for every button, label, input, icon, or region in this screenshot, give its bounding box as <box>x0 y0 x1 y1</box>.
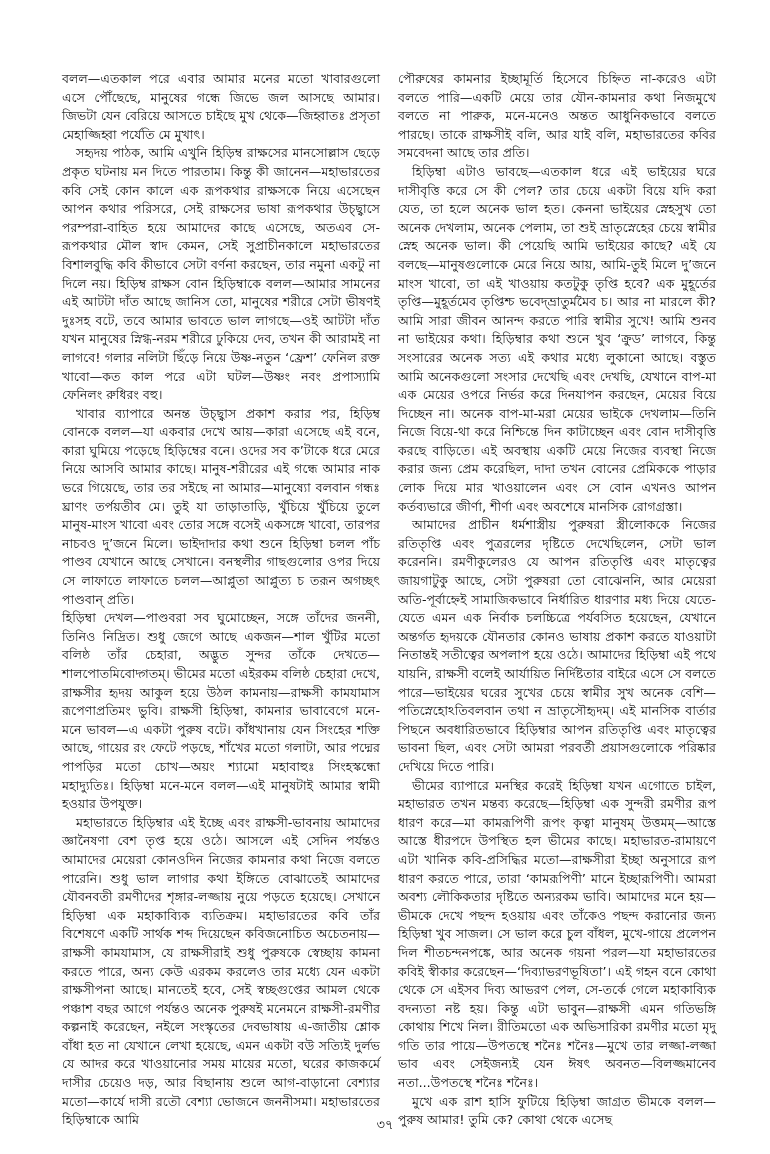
paragraph: আমাদের প্রাচীন ধর্মশাস্ত্রীয় পুরুষরা স্ত্রীলোককে নিজের রতিতৃপ্তি এবং পুত্ররলের দৃষ্টিতে দেখেছিলেন, সেটা ভাল করেননি। রমণীকুলেরও যে আপন রতিতৃপ্তি এবং মাতৃত্বের জায়গাটুকু আছে, সেটা পুরুষরা তো বোঝেননি, আর মেয়েরা অতি-পূর্বাহ্নেই সামাজিকভাবে নির্ধারিত ধারণার মধ্য দিয়ে যেতে-যেতে এমন এক নির্বাক চলচ্চিত্রে পর্যবসিত হয়েছেন, যেখানে অন্তর্গত হৃদয়কে যৌনতার কোনও ভাষায় প্রকাশ করতে যাওয়াটা নিতান্তই সতীত্বের অপলাপ হয়ে ওঠে। আমাদের হিড়িম্বা এই পথে যায়নি, রাক্ষসী বলেই আর্যায়িত নির্দিষ্টতার বাইরে এসে সে বলতে পারে—ভাইয়ের ঘরের সুখের চেয়ে স্বামীর সুখ অনেক বেশি—পতিস্নেহোঽতিবলবান তথা ন ভ্রাতৃসৌহৃদম্। এই মানসিক বার্তার পিছনে অবধারিতভাবে হিড়িম্বার আপন রতিতৃপ্তি এবং মাতৃত্বের ভাবনা ছিল, এবং সেটা আমরা পরবর্তী প্রয়াসগুলোকে পরিষ্কার দেখিয়ে দিতে পারি। <box>398 517 716 774</box>
paragraph: পৌরুষের কামনার ইচ্ছামূর্তি হিসেবে চিহ্নিত না-করেও এটা বলতে পারি—একটি মেয়ে তার যৌন-কামনার কথা নিজমুখে বলতে না পারুক, মনে-মনেও অন্তত আধুনিকভাবে বলতে পারছে। তাকে রাক্ষসীই বলি, আর যাই বলি, মহাভারতের কবির সমবেদনা আছে তার প্রতি। <box>398 71 716 161</box>
right-column <box>398 70 716 1128</box>
left-column <box>62 70 380 1128</box>
paragraph: সহৃদয় পাঠক, আমি এখুনি হিড়িম্ব রাক্ষসের মানসোল্লাস ছেড়ে প্রকৃত ঘটনায় মন দিতে পারতাম। কিন্তু কী জানেন—মহাভারতের কবি সেই কোন কালে এক রূপকথার রাক্ষসকে নিয়ে এসেছেন আপন কথার পরিসরে, সেই রাক্ষসের ভাষা রূপকথার উচ্ছ্বাসে পরম্পরা-বাহিত হয়ে আমাদের কাছে এসেছে, অতএব সে-রূপকথার মৌল স্বাদ কেমন, সেই সুপ্রাচীনকালে মহাভারতের বিশালবুদ্ধি কবি কীভাবে সেটা বর্ণনা করছেন, তার নমুনা একটু না দিলে নয়। হিড়িম্ব রাক্ষস বোন হিড়িম্বাকে বলল—আমার সামনের এই আটটা দাঁত আছে জানিস তো, মানুষের শরীরে সেটা ভীষণই দুঃসহ বটে, তবে আমার ভাবতে ভাল লাগছে—ওই আটটা দাঁত যখন মানুষের স্নিগ্ধ-নরম শরীরে ঢুকিয়ে দেব, তখন কী আরামই না লাগবে! গলার নলিটা ছিঁড়ে নিয়ে উষ্ণ-নতুন ‘ফ্রেশ’ ফেনিল রক্ত খাবো—কত কাল পরে এটা ঘটল—উষ্ণং নবং প্রপাস্যামি ফেনিলং রুধিরং বহু। <box>62 145 380 403</box>
paragraph: ভীমের ব্যাপারে মনস্থির করেই হিড়িম্বা যখন এগোতে চাইল, মহাভারত তখন মন্তব্য করেছে—হিড়িম্বা এক সুন্দরী রমণীর রূপ ধারণ করে—মা কামরূপিণী রূপং কৃত্বা মানুষম্ উত্তমম্—আস্তে আস্তে ধীরপদে উপস্থিত হল ভীমের কাছে। মহাভারত-রামায়ণে এটা খানিক কবি-প্রসিদ্ধির মতো—রাক্ষসীরা ইচ্ছা অনুসারে রূপ ধারণ করতে পারে, তারা ‘কামরূপিণী’ মানে ইচ্ছারূপিণী। আমরা অবশ্য লৌকিকতার দৃষ্টিতে অন্যরকম ভাবি। আমাদের মনে হয়—ভীমকে দেখে পছন্দ হওয়ায় এবং তাঁকেও পছন্দ করানোর জন্য হিড়িম্বা খুব সাজল। সে ভাল করে চুল বাঁধল, মুখে-গায়ে প্রলেপন দিল শীতচন্দনপঙ্কে, আর অনেক গয়না পরল—যা মহাভারতের কবিই স্বীকার করেছেন—‘দিব্যাভরণভূষিতা’। এই গহন বনে কোথা থেকে সে এইসব দিব্য আভরণ পেল, সে-তর্কে গেলে মহাকাব্যিক বদন্যতা নষ্ট হয়। কিন্তু এটা ভাবুন—রাক্ষসী এমন গতিভঙ্গি কোথায় শিখে নিল। রীতিমতো এক অভিসারিকা রমণীর মতো মৃদু গতি তার পায়ে—উপতস্থে শনৈঃ শনৈঃ—মুখে তার লজ্জা-লজ্জা ভাব এবং সেইজন্যই যেন ঈষৎ অবনত—বিলজ্জমানেব নতা...উপতস্থে শনৈঃ শনৈঃ। <box>398 777 716 1091</box>
paragraph: মুখে এক রাশ হাসি ফুটিয়ে হিড়িম্বা জাগ্রত ভীমকে বলল—পুরুষ আমার! তুমি কে? কোথা থেকে এসেছ <box>398 1093 716 1128</box>
paragraph: মহাভারতে হিড়িম্বার এই ইচ্ছে এবং রাক্ষসী-ভাবনায় আমাদের জ্ঞানৈষণা বেশ তৃপ্ত হয়ে ওঠে। আসলে এই সেদিন পর্যন্তও আমাদের মেয়েরা কোনওদিন নিজের কামনার কথা নিজে বলতে পারেনি। শুধু ভাল লাগার কথা ইঙ্গিতে বোঝাতেই আমাদের যৌবনবতী রমণীদের শৃঙ্গার-লজ্জায় নুয়ে পড়তে হয়েছে। সেখানে হিড়িম্বা এক মহাকাব্যিক ব্যতিক্রম। মহাভারতের কবি তাঁর বিশেষণে একটি সার্থক শব্দ দিয়েছেন কবিজনোচিত অচেতনায়—রাক্ষসী কামযামাস, যে রাক্ষসীরাই শুধু পুরুষকে স্বেচ্ছায় কামনা করতে পারে, অন্য কেউ এরকম করলেও তার মধ্যে যেন একটা রাক্ষসীপনা আছে। মানতেই হবে, সেই স্বচ্ছগুপ্তের আমল থেকে পঞ্চাশ বছর আগে পর্যন্তও অনেক পুরুষই মনেমনে রাক্ষসী-রমণীর কল্পনাই করেছেন, নইলে সংস্কৃতের দেবভাষায় এ-জাতীয় শ্লোক বাঁধা হত না যেখানে লেখা হয়েছে, এমন একটা বউ সত্যিই দুর্লভ যে আদর করে খাওয়ানোর সময় মায়ের মতো, ঘরের কাজকর্মে দাসীর চেয়েও দড়, আর বিছানায় শুলে আগ-বাড়ানো বেশ্যার মতো—কার্যে দাসী রতৌ বেশ্যা ভোজনে জননীসমা। মহাভারতের হিড়িম্বাকে আমি <box>62 814 380 1128</box>
paragraph: খাবার ব্যাপারে অনন্ত উচ্ছ্বাস প্রকাশ করার পর, হিড়িম্ব বোনকে বলল—যা একবার দেখে আয়—কারা এসেছে এই বনে, কারা ঘুমিয়ে পড়েছে হিড়িম্বের বনে। ওদের সব ক’টাকে ধরে মেরে নিয়ে আসবি আমার কাছে। মানুষ-শরীরের এই গন্ধে আমার নাক ভরে গিয়েছে, তার তর সইছে না আমার—মানুষ্যো বলবান গন্ধঃ ঘ্রাণং তর্পয়তীব মে। তুই যা তাড়াতাড়ি, খুঁচিয়ে খুঁচিয়ে তুলে মানুষ-মাংস খাবো এবং তোর সঙ্গে বসেই একসঙ্গে খাবো, তারপর নাচবও দু’জনে মিলে। ভাইদাদার কথা শুনে হিড়িম্বা চলল পাঁচ পাণ্ডব যেখানে আছে সেখানে। বনস্থলীর গাছগুলোর ওপর দিয়ে সে লাফাতে লাফাতে চলল—আপ্লুতা আপ্লুত্য চ তরূন অগচ্ছৎ পাণ্ডবান্ প্রতি। <box>62 405 380 607</box>
paragraph: হিড়িম্বা দেখল—পাণ্ডবরা সব ঘুমোচ্ছেন, সঙ্গে তাঁদের জননী, তিনিও নিদ্রিত। শুধু জেগে আছে একজন—শাল খুঁটির মতো বলিষ্ঠ তাঁর চেহারা, অদ্ভুত সুন্দর তাঁকে দেখতে—শালপোতমিবোদ্গতম্। ভীমের মতো এইরকম বলিষ্ঠ চেহারা দেখে, রাক্ষসীর হৃদয় আকুল হয়ে উঠল কামনায়—রাক্ষসী কামযামাস রূপেণাপ্রতিমং ভুবি। রাক্ষসী হিড়িম্বা, কামনার ভাবাবেগে মনে-মনে ভাবল—এ একটা পুরুষ বটে। কাঁধখানায় যেন সিংহের শক্তি আছে, গায়ের রং ফেটে পড়ছে, শাঁখের মতো গলাটা, আর পদ্মের পাপড়ির মতো চোখ—অয়ং শ্যামো মহাবাহুঃ সিংহস্কন্ধো মহাদ্যুতিঃ। হিড়িম্বা মনে-মনে বলল—এই মানুষটাই আমার স্বামী হওয়ার উপযুক্ত। <box>62 610 380 812</box>
paragraph: হিড়িম্বা এটাও ভাবছে—এতকাল ধরে এই ভাইয়ের ঘরে দাসীবৃত্তি করে সে কী পেল? তার চেয়ে একটা বিয়ে যদি করা যেত, তা হলে অনেক ভাল হত। কেননা ভাইয়ের স্নেহসুখ তো অনেক দেখলাম, অনেক পেলাম, তা শুই ভ্রাতৃস্নেহের চেয়ে স্বামীর স্নেহ অনেক ভাল। কী পেয়েছি আমি ভাইয়ের কাছে? এই যে বলছে—মানুষগুলোকে মেরে নিয়ে আয়, আমি-তুই মিলে দু’জনে মাংস খাবো, তা এই খাওয়ায় কতটুকু তৃপ্তি হবে? এক মুহূর্তের তৃপ্তি—মুহূর্তমেব তৃপ্তিশ্চ ভবেদ্‌ভ্রাতুর্মমৈব চ। আর না মারলে কী? আমি সারা জীবন আনন্দ করতে পারি স্বামীর সুখে! আমি শুনব না ভাইয়ের কথা। হিড়িম্বার কথা শুনে খুব ‘ক্রুড’ লাগবে, কিন্তু সংসারের অনেক সত্য এই কথার মধ্যে লুকানো আছে। বস্তুত আমি অনেকগুলো সংসার দেখেছি এবং দেখছি, যেখানে বাপ-মা এক মেয়ের ওপরে নির্ভর করে দিনযাপন করছেন, মেয়ের বিয়ে দিচ্ছেন না। অনেক বাপ-মা-মরা মেয়ের ভাইকে দেখলাম—তিনি নিজে বিয়ে-থা করে নিশ্চিন্তে দিন কাটাচ্ছেন এবং বোন দাসীবৃত্তি করছে বাড়িতে। এই অবস্থায় একটি মেয়ে নিজের ব্যবস্থা নিজে করার জন্য প্রেম করেছিল, দাদা তখন বোনের প্রেমিককে পাড়ার লোক দিয়ে মার খাওয়ালেন এবং সে বোন এখনও আপন কর্তব্যভারে জীর্ণা, শীর্ণা এবং অবশেষে মানসিক রোগগ্রস্তা। <box>398 163 716 514</box>
paragraph: বলল—এতকাল পরে এবার আমার মনের মতো খাবারগুলো এসে পৌঁছেছে, মানুষের গন্ধে জিভে জল আসছে আমার। জিভটা যেন বেরিয়ে আসতে চাইছে মুখ থেকে—জিহ্বাতঃ প্রসৃতা মেহাজ্জিহ্বা পর্যেতি মে মুখাৎ। <box>62 71 380 142</box>
page-number: ৩৭ <box>376 1118 394 1133</box>
